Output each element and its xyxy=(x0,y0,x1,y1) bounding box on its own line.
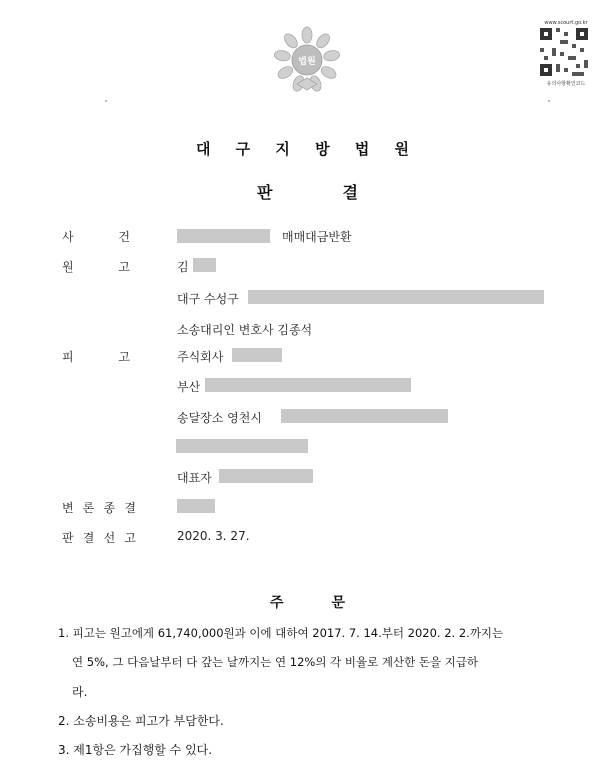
closing-label: 변 론 종 결 xyxy=(62,501,136,515)
order-item-1-line-3: 라. xyxy=(72,685,88,699)
emblem-text: 법원 xyxy=(298,57,316,67)
document-title-char: 판 xyxy=(257,183,273,202)
qr-code-icon xyxy=(540,28,588,76)
redacted-defendant-name xyxy=(232,348,282,362)
speck xyxy=(105,100,107,102)
plaintiff-address: 대구 수성구 xyxy=(177,292,239,306)
case-label: 사 건 xyxy=(62,230,130,244)
case-name: 매매대금반환 xyxy=(282,230,352,244)
plaintiff-counsel: 소송대리인 변호사 김종석 xyxy=(177,323,313,337)
qr-caption: 유의사항확인코드 xyxy=(546,81,586,87)
redacted-defendant-address xyxy=(205,378,411,392)
plaintiff-name: 김 xyxy=(177,260,189,274)
redacted-plaintiff-name xyxy=(193,258,216,272)
order-item-1-line-2: 연 5%, 그 다음날부터 다 갚는 날까지는 연 12%의 각 비율로 계산한 돈을 지급하 xyxy=(72,655,479,669)
court-emblem-icon xyxy=(272,26,342,94)
order-heading xyxy=(0,592,615,612)
order-item-1-line-1: 1. 피고는 원고에게 61,740,000원과 이에 대하여 2017. 7. 14.부터 2020. 2. 2.까지는 xyxy=(58,626,504,640)
defendant-name: 주식회사 xyxy=(177,350,224,364)
redacted-case-number xyxy=(177,229,270,243)
order-heading-char: 주 xyxy=(269,595,284,611)
defendant-address: 부산 xyxy=(177,380,201,394)
document-title-char: 결 xyxy=(342,183,358,202)
defendant-representative: 대표자 xyxy=(177,471,212,485)
redacted-service-address xyxy=(281,409,448,423)
order-item-3: 3. 제1항은 가집행할 수 있다. xyxy=(58,743,213,757)
redacted-closing-date xyxy=(177,499,215,513)
defendant-service-address: 송달장소 영천시 xyxy=(177,411,262,425)
judgment-date-label: 판 결 선 고 xyxy=(62,531,136,545)
redacted-service-address-continued xyxy=(176,439,308,453)
plaintiff-label: 원 고 xyxy=(62,260,130,274)
order-item-2: 2. 소송비용은 피고가 부담한다. xyxy=(58,714,224,728)
judgment-date: 2020. 3. 27. xyxy=(177,529,250,543)
redacted-representative xyxy=(219,469,313,483)
redacted-plaintiff-address xyxy=(248,290,544,304)
defendant-label: 피 고 xyxy=(62,350,130,364)
court-name: 대 구 지 방 법 원 xyxy=(195,140,420,158)
qr-url: www.scourt.go.kr xyxy=(544,20,588,26)
document-title xyxy=(0,180,615,203)
order-heading-char: 문 xyxy=(331,595,346,611)
speck xyxy=(548,100,550,102)
